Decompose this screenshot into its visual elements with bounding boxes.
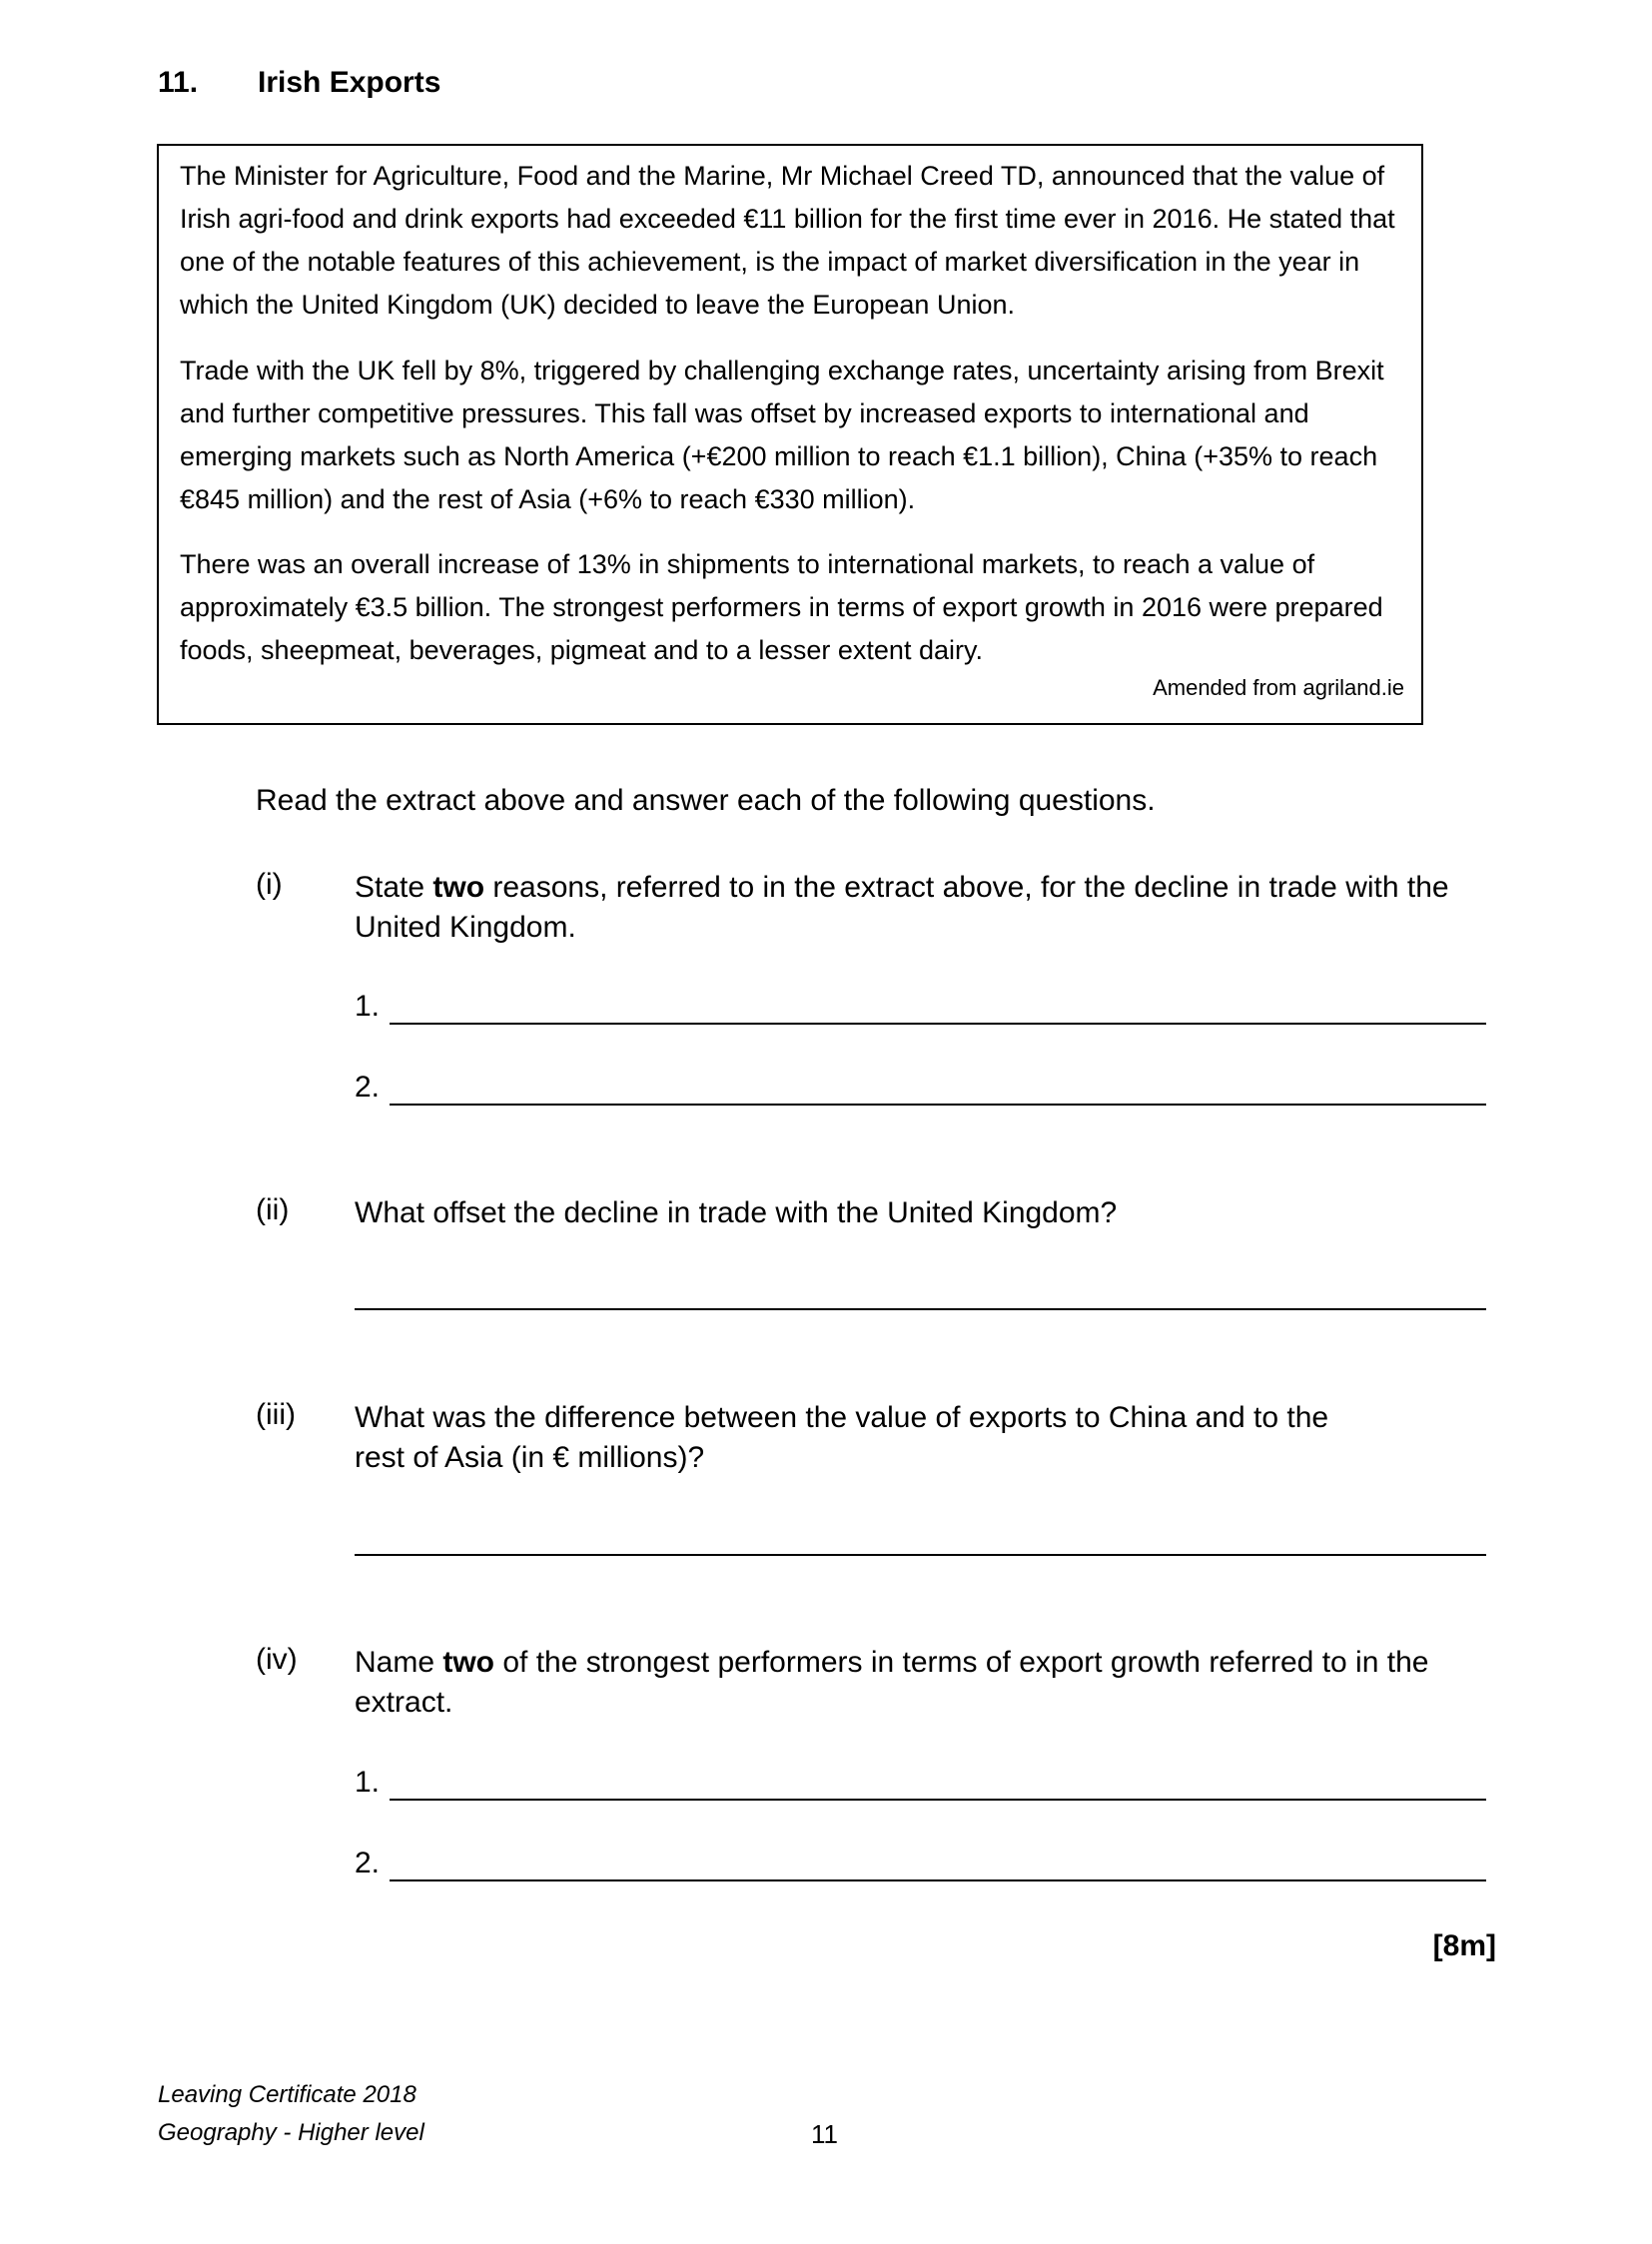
marks-allocation: [8m]: [1432, 1929, 1496, 1962]
part-iii-label: (iii): [256, 1398, 296, 1431]
question-number: 11.: [158, 66, 199, 99]
part-iii-answer-line[interactable]: [355, 1554, 1486, 1556]
extract-paragraph-2: Trade with the UK fell by 8%, triggered by challenging exchange rates, uncertainty arising from Brexit and further competitive pressures. This fall was offset by increased exports to international and emerging markets such as North America (+€200 million to reach €1.1 billion), China (+35% to reach €845 million) and the rest of Asia (+6% to reach €330 million).: [180, 356, 1384, 514]
part-iv-answer-1-number: 1.: [355, 1766, 381, 1799]
part-iv-answer-2-line[interactable]: [390, 1879, 1486, 1881]
part-i-answer-1-number: 1.: [355, 990, 381, 1023]
part-iv-answer-2-number: 2.: [355, 1847, 381, 1879]
footer-exam-title: Leaving Certificate 2018: [158, 2081, 416, 2108]
part-i-bold: two: [432, 871, 485, 904]
part-i-answer-2-line[interactable]: [390, 1104, 1486, 1106]
part-iv-bold: two: [442, 1646, 495, 1679]
part-i-answer-1-line[interactable]: [390, 1023, 1486, 1025]
part-i-text-before: State: [355, 871, 433, 904]
extract-paragraph-3: There was an overall increase of 13% in shipments to international markets, to reach a value of approximately €3.5 billion. The strongest performers in terms of export growth in 2016 were prepared foods, sheepmeat, beverages, pigmeat and to a lesser extent dairy.: [180, 549, 1383, 665]
part-i-label: (i): [256, 868, 283, 901]
part-iii-question: What was the difference between the value of exports to China and to the rest of Asia (in € millions)?: [355, 1401, 1329, 1474]
footer-subject-level: Geography - Higher level: [158, 2119, 424, 2146]
part-ii-label: (ii): [256, 1193, 290, 1226]
part-i-answer-2-number: 2.: [355, 1071, 381, 1104]
instruction-text: Read the extract above and answer each of the following questions.: [256, 784, 1156, 817]
part-iv-answer-1-line[interactable]: [390, 1799, 1486, 1801]
extract-paragraph-1: The Minister for Agriculture, Food and the Marine, Mr Michael Creed TD, announced that the value of Irish agri-food and drink exports had exceeded €11 billion for the first time ever in 2016. He stated that one of the notable features of this achievement, is the impact of market diversification in the year in which the United Kingdom (UK) decided to leave the European Union.: [180, 161, 1395, 320]
part-iv-text-after: of the strongest performers in terms of export growth referred to in the extract.: [355, 1646, 1429, 1719]
part-iv-question: [355, 1643, 1503, 1723]
part-ii-question: What offset the decline in trade with the United Kingdom?: [355, 1196, 1118, 1229]
part-iv-text-before: Name: [355, 1646, 443, 1679]
page-number: 11: [811, 2119, 838, 2149]
part-i-question: [355, 868, 1503, 948]
question-heading: [158, 66, 440, 100]
question-title: Irish Exports: [258, 66, 441, 99]
part-ii-answer-line[interactable]: [355, 1308, 1486, 1310]
part-i-text-after: reasons, referred to in the extract above, for the decline in trade with the United Kingdom.: [355, 871, 1449, 944]
part-iv-label: (iv): [256, 1643, 298, 1676]
extract-source: Amended from agriland.ie: [1153, 675, 1404, 700]
